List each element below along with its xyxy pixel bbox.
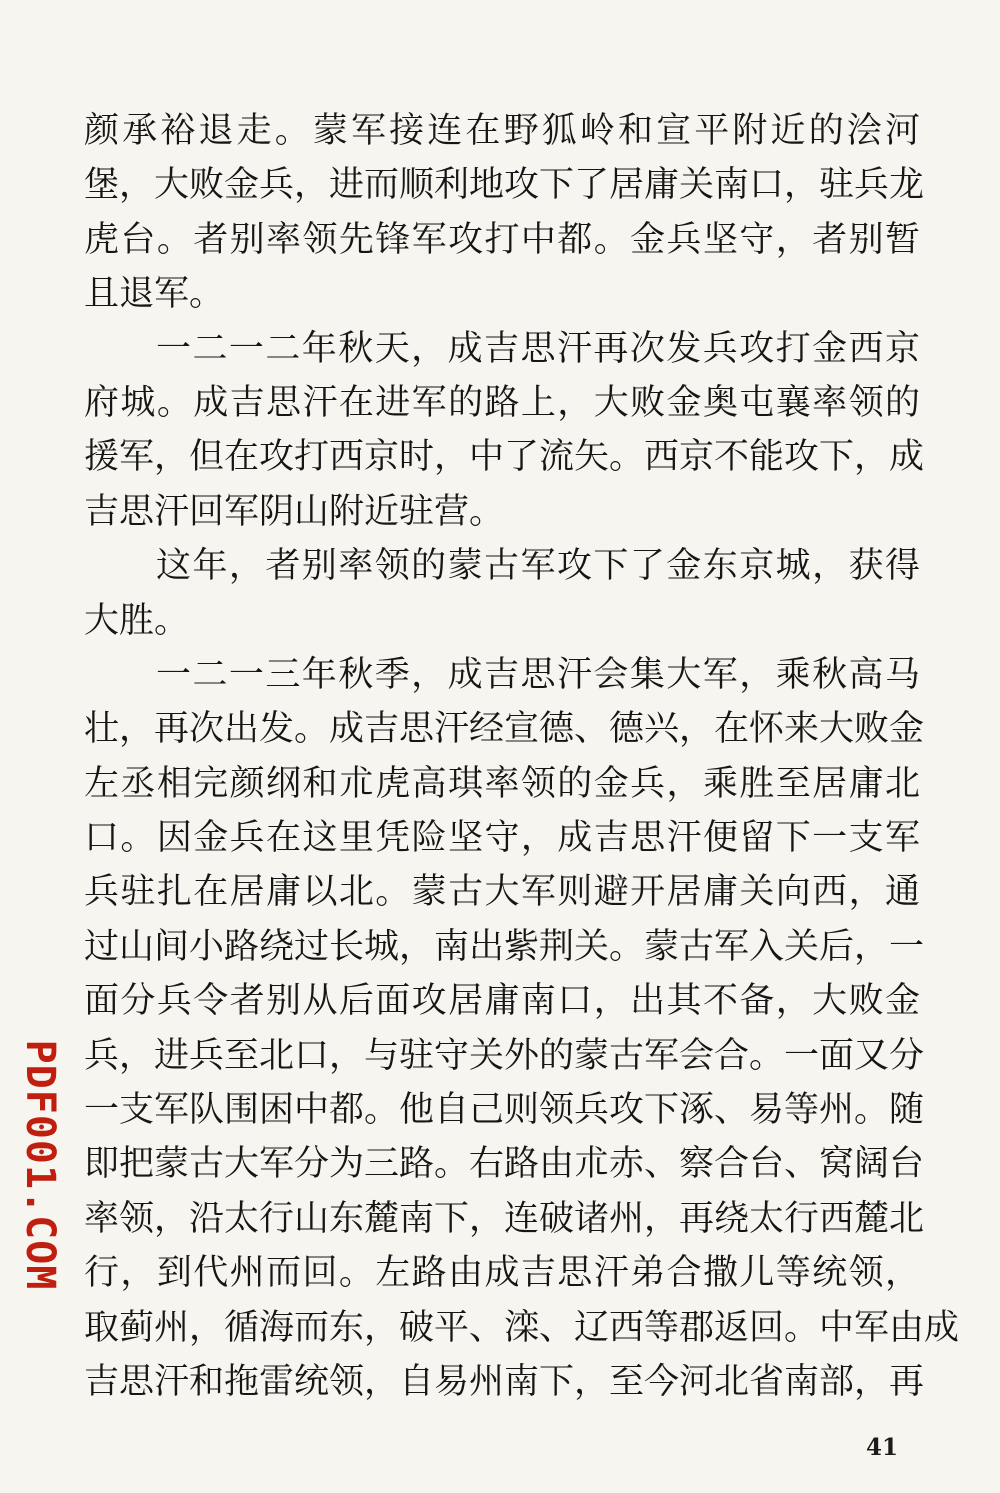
text-line: 一二一二年秋天，成吉思汗再次发兵攻打金西京 bbox=[156, 328, 920, 369]
text-line: 且退军。 bbox=[84, 274, 225, 315]
text-line: 堡，大败金兵，进而顺利地攻下了居庸关南口，驻兵龙 bbox=[84, 165, 925, 206]
text-line: 口。因金兵在这里凭险坚守，成吉思汗便留下一支军 bbox=[84, 818, 920, 859]
page-number: 41 bbox=[866, 1434, 899, 1461]
text-line: 虎台。者别率领先锋军攻打中都。金兵坚守，者别暂 bbox=[84, 219, 920, 260]
text-line: 壮，再次出发。成吉思汗经宣德、德兴，在怀来大败金 bbox=[84, 709, 925, 750]
text-line: 左丞相完颜纲和朮虎高琪率领的金兵，乘胜至居庸北 bbox=[84, 763, 920, 804]
text-line: 吉思汗和拖雷统领，自易州南下，至今河北省南部，再 bbox=[84, 1361, 925, 1402]
text-line: 这年，者别率领的蒙古军攻下了金东京城，获得 bbox=[156, 546, 920, 587]
text-line: 一支军队围困中都。他自己则领兵攻下涿、易等州。随 bbox=[84, 1090, 925, 1131]
body-text bbox=[84, 104, 960, 1409]
text-line: 援军，但在攻打西京时，中了流矢。西京不能攻下，成 bbox=[84, 437, 925, 478]
text-line: 面分兵令者别从后面攻居庸南口，出其不备，大败金 bbox=[84, 981, 920, 1022]
text-line: 一二一三年秋季，成吉思汗会集大军，乘秋高马 bbox=[156, 654, 920, 695]
text-line: 行，到代州而回。左路由成吉思汗弟合撒儿等统领， bbox=[84, 1253, 920, 1294]
text-line: 率领，沿太行山东麓南下，连破诸州，再绕太行西麓北 bbox=[84, 1198, 925, 1239]
text-line: 大胜。 bbox=[84, 600, 190, 641]
text-line: 兵驻扎在居庸以北。蒙古大军则避开居庸关向西，通 bbox=[84, 872, 920, 913]
text-line: 兵，进兵至北口，与驻守关外的蒙古军会合。一面又分 bbox=[84, 1035, 925, 1076]
text-line: 颜承裕退走。蒙军接连在野狐岭和宣平附近的浍河 bbox=[84, 111, 920, 151]
text-line: 府城。成吉思汗在进军的路上，大败金奥屯襄率领的 bbox=[84, 382, 920, 423]
text-line: 吉思汗回军阴山附近驻营。 bbox=[84, 491, 505, 532]
text-line: 过山间小路绕过长城，南出紫荆关。蒙古军入关后，一 bbox=[84, 926, 925, 967]
text-line: 取蓟州，循海而东，破平、滦、辽西等郡返回。中军由成 bbox=[84, 1307, 960, 1348]
text-line: 即把蒙古大军分为三路。右路由朮赤、察合台、窝阔台 bbox=[84, 1144, 925, 1185]
watermark-text: PDF001.COM bbox=[17, 1039, 63, 1291]
